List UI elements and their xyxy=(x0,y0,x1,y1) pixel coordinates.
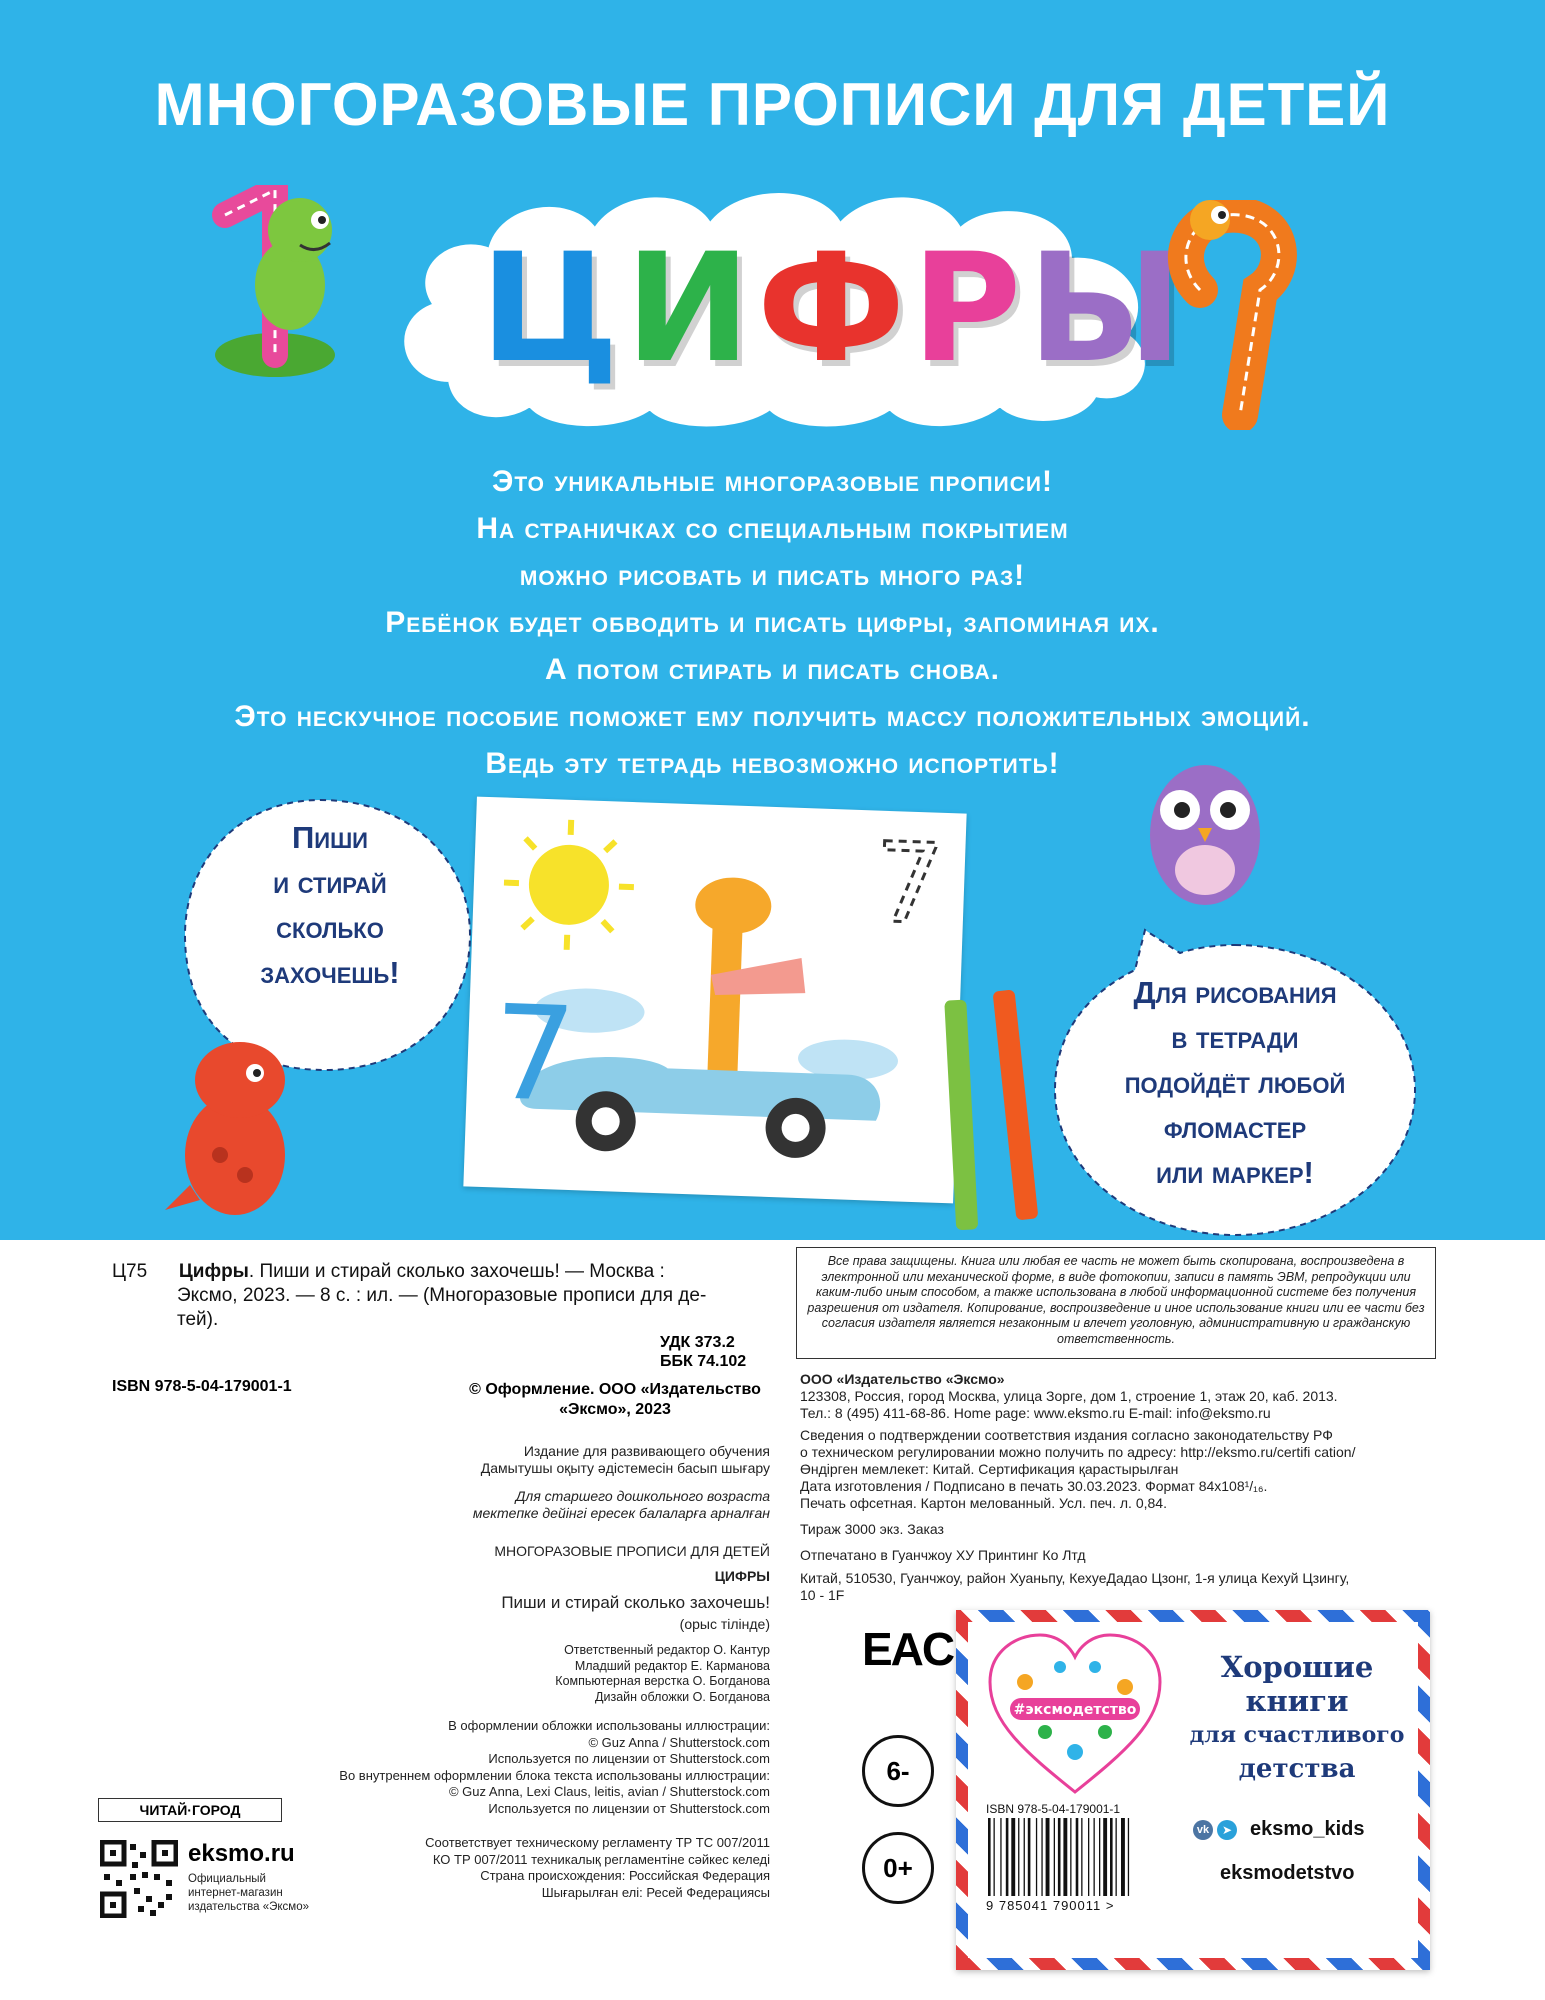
classification: УДК 373.2 ББК 74.102 xyxy=(660,1334,747,1370)
printer-address: Китай, 510530, Гуанчжоу, район Хуаньпу, КехуеДадао Цзонг, 1-я улица Кехуй Цзингу, 10 - 1F xyxy=(800,1570,1350,1603)
barcode-bar xyxy=(1024,1818,1025,1896)
chameleon-illustration xyxy=(1160,200,1310,430)
barcode-bar xyxy=(1046,1818,1050,1896)
chitai-gorod-logo: ЧИТАЙ·ГОРОД xyxy=(98,1798,282,1822)
barcode-bar xyxy=(1076,1818,1079,1896)
barcode-bar xyxy=(1041,1818,1042,1896)
barcode-bar xyxy=(1011,1818,1015,1896)
vk-icon[interactable]: vk xyxy=(1193,1820,1213,1840)
publisher-info: ООО «Издательство «Эксмо» 123308, Россия, город Москва, улица Зорге, дом 1, строение 1, этаж 20, каб. 2013. Тел.: 8 (495) 411-68-86. Home page: www.eksmo.ru E-mail: info@eksmo.ru xyxy=(800,1371,1338,1421)
social-handle-detstvo[interactable]: eksmodetstvo xyxy=(1220,1862,1355,1884)
dashed-digit: 7 xyxy=(871,818,947,949)
title-letter: Ф xyxy=(756,222,912,396)
hashtag: #эксмодетство xyxy=(1013,1702,1137,1718)
title-info: ЦИФРЫ xyxy=(714,1568,770,1584)
barcode-bar xyxy=(1081,1818,1082,1896)
print-run: Тираж 3000 экз. Заказ xyxy=(800,1521,944,1537)
barcode-bar xyxy=(1088,1818,1089,1896)
bibliographic-record: Ц75 Цифры. Пиши и стирай сколько захочешь! — Москва : Эксмо, 2023. — 8 с. : ил. — (Многоразовые прописи для де- тей). xyxy=(112,1261,707,1330)
copyright: © Оформление. ООО «Издательство «Эксмо», 2023 xyxy=(469,1381,761,1418)
printer-info: Отпечатано в Гуанчжоу ХУ Принтинг Ко Лтд xyxy=(800,1547,1086,1563)
description-line: Это уникальные многоразовые прописи! xyxy=(492,465,1053,498)
barcode-digits: 9 785041 790011 > xyxy=(986,1898,1115,1913)
isbn-text: ISBN 978-5-04-179001-1 xyxy=(112,1378,292,1395)
title-letter: Р xyxy=(911,222,1028,396)
barcode-bar xyxy=(1028,1818,1031,1896)
barcode-bar xyxy=(1094,1818,1095,1896)
dinosaur-illustration xyxy=(160,1035,310,1230)
barcode xyxy=(986,1818,1166,1898)
description-line: На страничках со специальным покрытием xyxy=(476,512,1069,545)
barcode-bar xyxy=(1063,1818,1067,1896)
barcode-bar xyxy=(1018,1818,1019,1896)
regulation-info: Соответствует техническому регламенту ТР ТС 007/2011 КО ТР 007/2011 техникалық регламентіне сәйкес келеді Страна происхождения: Российская Федерация Шығарылған елі: Ресей Федерациясы xyxy=(425,1835,770,1900)
qr-code-icon[interactable] xyxy=(100,1840,178,1918)
heart-badge xyxy=(985,1632,1165,1797)
barcode-bar xyxy=(1054,1818,1055,1896)
book-title xyxy=(480,222,1189,396)
description xyxy=(60,458,1485,787)
barcode-isbn: ISBN 978-5-04-179001-1 xyxy=(986,1802,1121,1816)
edition-info: Издание для развивающего обучения Дамытушы оқыту әдістемесін басып шығару xyxy=(480,1443,770,1476)
social-handle-kids[interactable]: eksmo_kids xyxy=(1250,1818,1365,1840)
series-info: МНОГОРАЗОВЫЕ ПРОПИСИ ДЛЯ ДЕТЕЙ xyxy=(494,1543,770,1559)
barcode-bar xyxy=(1006,1818,1009,1896)
barcode-bar xyxy=(1128,1818,1129,1896)
official-shop: Официальный интернет-магазин издательства «Эксмо» xyxy=(188,1873,310,1913)
barcode-bar xyxy=(1070,1818,1071,1896)
description-line: можно рисовать и писать много раз! xyxy=(519,559,1026,592)
right-bubble-text: Для рисования в тетради подойдёт любой фломастер или маркер! xyxy=(1124,975,1346,1190)
eac-mark: EAC xyxy=(862,1623,954,1675)
age-info: Для старшего дошкольного возраста мектепке дейінгі ересек балаларға арналған xyxy=(472,1488,770,1521)
language-info: (орыс тілінде) xyxy=(679,1616,770,1632)
barcode-bar xyxy=(1110,1818,1113,1896)
slogan: Хорошие книги для счастливого детства xyxy=(1189,1650,1405,1784)
title-letter: И xyxy=(625,222,757,396)
barcode-bar xyxy=(1036,1818,1037,1896)
owl-illustration xyxy=(1130,750,1280,920)
blue-digit: 7 xyxy=(490,976,579,1132)
giraffe-car-scene xyxy=(463,797,966,1204)
frog-illustration xyxy=(205,185,355,385)
title-letter: Ц xyxy=(480,222,626,396)
series-header: МНОГОРАЗОВЫЕ ПРОПИСИ ДЛЯ ДЕТЕЙ xyxy=(154,71,1391,138)
rights-notice: Все права защищены. Книга или любая ее часть не может быть скопирована, воспроизведена в электронной или механической форме, в виде фотокопии, записи в память ЭВМ, репродукции или каким-либо иным способом, а также использована в любой информационной системе без получения разрешения от издателя. Копирование, воспроизведение и иное использование книги или ее части без согласия издателя является незаконным и влечет уголовную, административную и гражданскую ответственность. xyxy=(796,1247,1436,1359)
barcode-bar xyxy=(1116,1818,1117,1896)
age-badge-0: 0+ xyxy=(862,1832,934,1904)
barcode-bar xyxy=(1000,1818,1001,1896)
barcode-bar xyxy=(1099,1818,1100,1896)
certification-info: Сведения о подтверждении соответствия издания согласно законодательству РФ о техническом регулировании можно получить по адресу: http://eksmo.ru/certifi cation/ Өндірген мемлекет: Китай. Сертификация қарастырылған Дата изготовления / Подписано в печать 30.03.2023. Формат 84x108¹/₁₆. Печать офсетная. Картон мелованный. Усл. печ. л. 0,84. xyxy=(800,1427,1356,1511)
barcode-bar xyxy=(988,1818,991,1896)
description-line: Ребёнок будет обводить и писать цифры, запоминая их. xyxy=(385,606,1160,639)
subtitle-info: Пиши и стирай сколько захочешь! xyxy=(501,1593,770,1612)
illustration-card xyxy=(463,797,966,1204)
illustration-credits: В оформлении обложки использованы иллюстрации: © Guz Anna / Shutterstock.com Используется по лицензии от Shutterstock.com Во внутреннем оформлении блока текста использованы иллюстрации: © Guz Anna, Lexi Claus, leitis, avian / Shutterstock.com Используется по лицензии от Shutterstock.com xyxy=(339,1718,770,1816)
barcode-bar xyxy=(994,1818,995,1896)
telegram-icon[interactable]: ➤ xyxy=(1217,1820,1237,1840)
eksmo-site[interactable]: eksmo.ru xyxy=(188,1840,295,1867)
description-line: А потом стирать и писать снова. xyxy=(545,653,1000,686)
description-line: Это нескучное пособие поможет ему получить массу положительных эмоций. xyxy=(234,700,1311,733)
left-bubble-text: Пиши и стирай сколько захочешь! xyxy=(260,820,400,990)
barcode-bar xyxy=(1103,1818,1107,1896)
description-line: Ведь эту тетрадь невозможно испортить! xyxy=(485,747,1060,780)
title-letter: Ы xyxy=(1027,222,1189,396)
barcode-bar xyxy=(1058,1818,1061,1896)
barcode-bar xyxy=(1121,1818,1125,1896)
staff-info: Ответственный редактор О. Кантур Младший редактор Е. Карманова Компьютерная верстка О. Богданова Дизайн обложки О. Богданова xyxy=(555,1643,770,1704)
age-badge-6: 6- xyxy=(862,1735,934,1807)
